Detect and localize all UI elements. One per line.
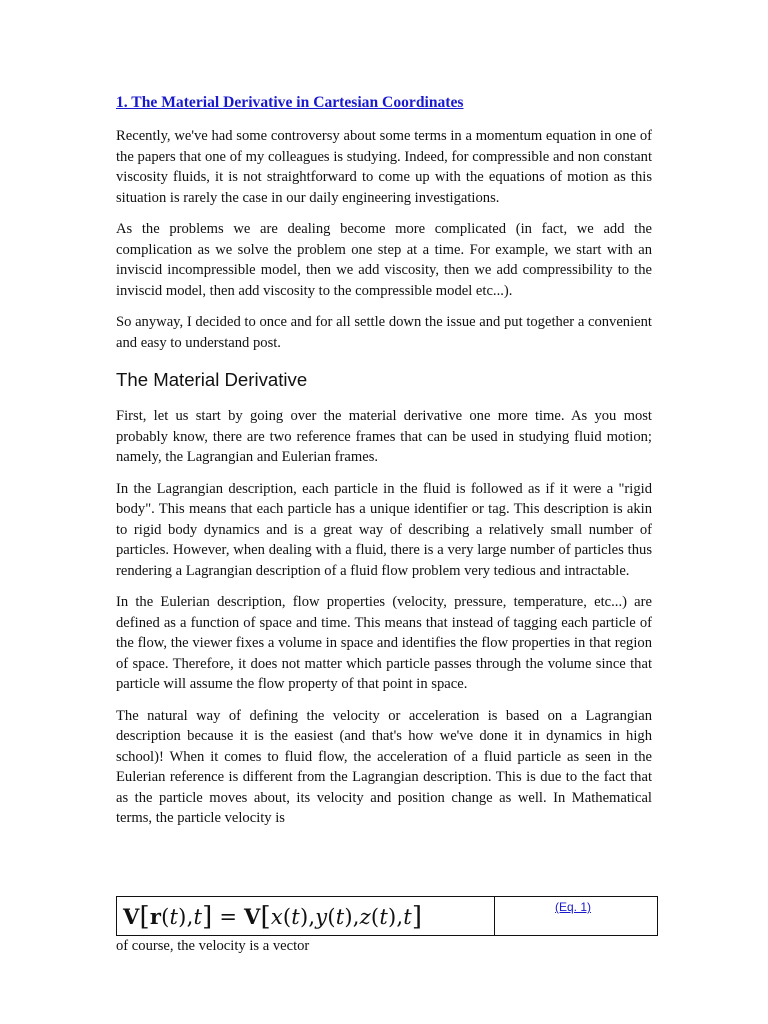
paragraph-eulerian: In the Eulerian description, flow properties (velocity, pressure, temperature, etc...) are defined as a function of space and time. This means that instead of tagging each particle of the flow, the viewer fixes a volume in space and identifies the flow properties in that region of space. Therefore, it does not matter which particle passes through the volume since that particle will assume the flow property of that point in space. bbox=[116, 594, 652, 692]
section-title-link[interactable]: 1. The Material Derivative in Cartesian Coordinates bbox=[116, 94, 464, 111]
paragraph-frames: First, let us start by going over the material derivative one more time. As you most probably know, there are two reference frames that can be used in studying fluid motion; namely, the Lagrangian and Eulerian frames. bbox=[116, 408, 652, 465]
paragraph-lagrangian: In the Lagrangian description, each particle in the fluid is followed as if it were a "rigid body". This means that each particle has a unique identifier or tag. This description is akin to rigid body dynamics and is a great way of describing a relatively small number of particles. However, when dealing with a fluid, there is a very large number of particles thus rendering a Lagrangian description of a fluid flow problem very tedious and intractable. bbox=[116, 480, 652, 579]
document-body bbox=[116, 93, 652, 840]
equation-number-link[interactable]: (Eq. 1) bbox=[555, 900, 592, 914]
paragraph-intro-3: So anyway, I decided to once and for all settle down the issue and put together a convenient and easy to understand post. bbox=[116, 314, 652, 351]
equation-table bbox=[116, 896, 658, 936]
paragraph-after-equation: of course, the velocity is a vector bbox=[116, 938, 310, 954]
equation-cell bbox=[117, 897, 495, 935]
paragraph-intro-1: Recently, we've had some controversy about some terms in a momentum equation in one of the papers that one of my colleagues is studying. Indeed, for compressible and non constant viscosity fluids, it is not straightforward to come up with the equations of motion as this situation is rarely the case in our daily engineering investigations. bbox=[116, 128, 652, 206]
equation-label-cell bbox=[495, 897, 657, 935]
section-heading: The Material Derivative bbox=[116, 369, 308, 390]
paragraph-velocity: The natural way of defining the velocity or acceleration is based on a Lagrangian description because it is the easiest (and that's how we've done it in dynamics in high school)! When it comes to fluid flow, the acceleration of a fluid particle as seen in the Eulerian reference is different from the Lagrangian description. This is due to the fact that as the particle moves about, its velocity and position change as well. In Mathematical terms, the particle velocity is bbox=[116, 707, 652, 826]
equation-formula: V[r(t),t] = V[x(t),y(t),z(t),t] bbox=[123, 902, 423, 932]
paragraph-intro-2: As the problems we are dealing become more complicated (in fact, we add the complication as we solve the problem one step at a time. For example, we start with an inviscid incompressible model, then we add viscosity, then we add compressibility to the inviscid model, then add viscosity to the compressible model etc...). bbox=[116, 221, 652, 299]
